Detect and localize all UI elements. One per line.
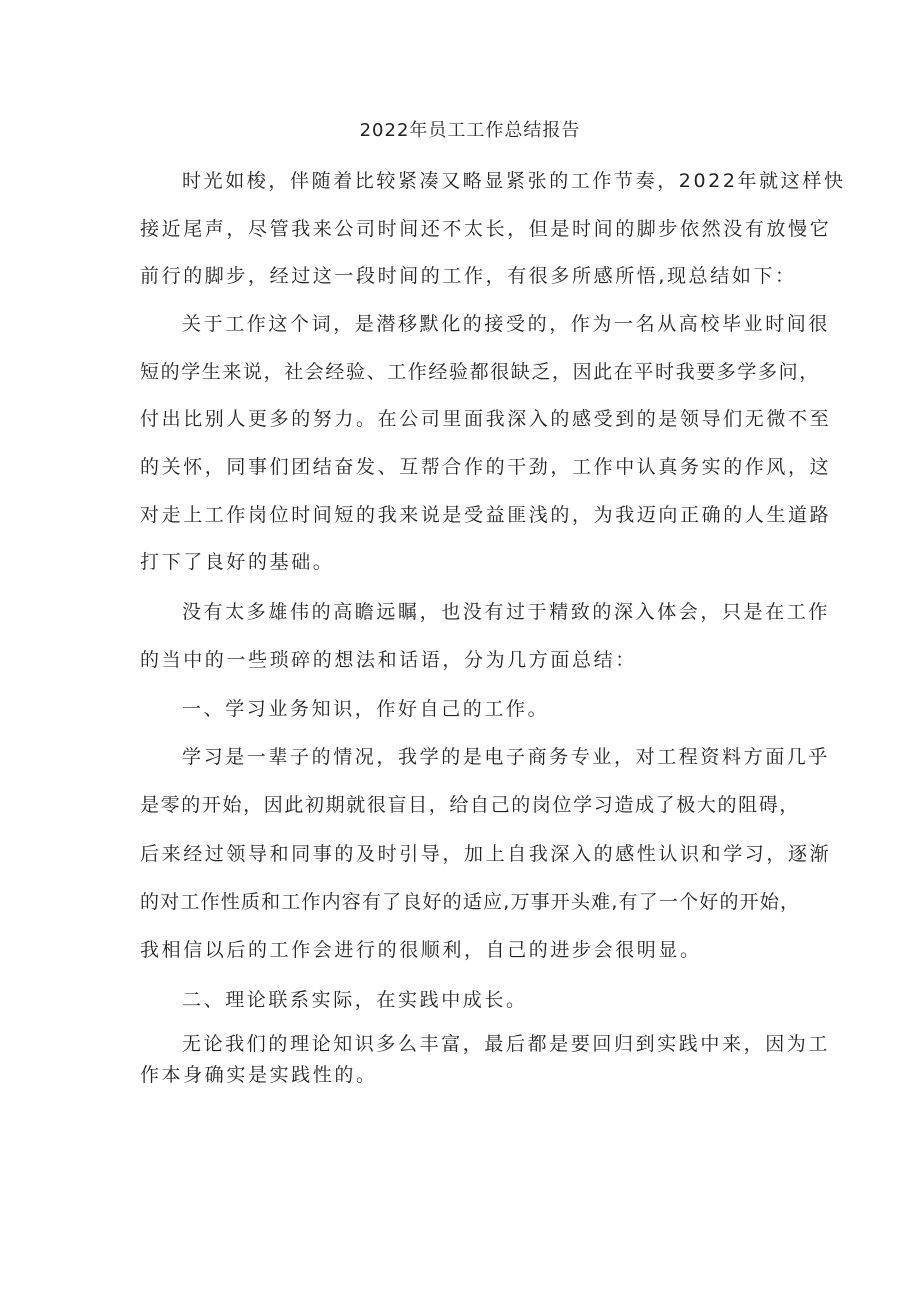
paragraph-4-line-3: 后来经过领导和同事的及时引导，加上自我深入的感性认识和学习，逐渐	[140, 843, 832, 865]
paragraph-4-line-5: 我相信以后的工作会进行的很顺利，自己的进步会很明显。	[140, 939, 702, 961]
paragraph-4-line-2: 是零的开始，因此初期就很盲目，给自己的岗位学习造成了极大的阻碍，	[140, 794, 800, 816]
paragraph-2-line-5: 对走上工作岗位时间短的我来说是受益匪浅的，为我迈向正确的人生道路	[140, 504, 832, 526]
paragraph-2-line-2: 短的学生来说，社会经验、工作经验都很缺乏，因此在平时我要多学多问，	[140, 361, 820, 383]
paragraph-3-line-1: 没有太多雄伟的高瞻远瞩，也没有过于精致的深入体会，只是在工作	[182, 601, 831, 623]
paragraph-2-line-4: 的关怀，同事们团结奋发、互帮合作的干劲，工作中认真务实的作风，这	[140, 456, 832, 478]
section-heading-1: 一、学习业务知识，作好自己的工作。	[182, 698, 550, 720]
paragraph-4-line-4: 的对工作性质和工作内容有了良好的适应,万事开头难,有了一个好的开始，	[140, 891, 800, 913]
paragraph-1-line-2: 接近尾声，尽管我来公司时间还不太长，但是时间的脚步依然没有放慢它	[140, 218, 832, 240]
document-title: 2022年员工工作总结报告	[359, 120, 581, 141]
paragraph-2-line-1: 关于工作这个词，是潜移默化的接受的，作为一名从高校毕业时间很	[182, 313, 831, 335]
paragraph-2-line-6: 打下了良好的基础。	[140, 551, 335, 573]
paragraph-1-line-3: 前行的脚步，经过这一段时间的工作，有很多所感所悟,现总结如下：	[140, 265, 797, 287]
paragraph-2-line-3: 付出比别人更多的努力。在公司里面我深入的感受到的是领导们无微不至	[140, 408, 832, 430]
paragraph-5-line-1: 无论我们的理论知识多么丰富，最后都是要回归到实践中来，因为工	[182, 1033, 831, 1055]
paragraph-5-line-2: 作本身确实是实践性的。	[140, 1064, 378, 1086]
paragraph-1-line-1: 时光如梭，伴随着比较紧凑又略显紧张的工作节奏，2022年就这样快	[182, 170, 846, 192]
section-heading-2: 二、理论联系实际，在实践中成长。	[182, 989, 528, 1011]
paragraph-3-line-2: 的当中的一些琐碎的想法和话语，分为几方面总结：	[140, 649, 637, 671]
paragraph-4-line-1: 学习是一辈子的情况，我学的是电子商务专业，对工程资料方面几乎	[182, 746, 831, 768]
